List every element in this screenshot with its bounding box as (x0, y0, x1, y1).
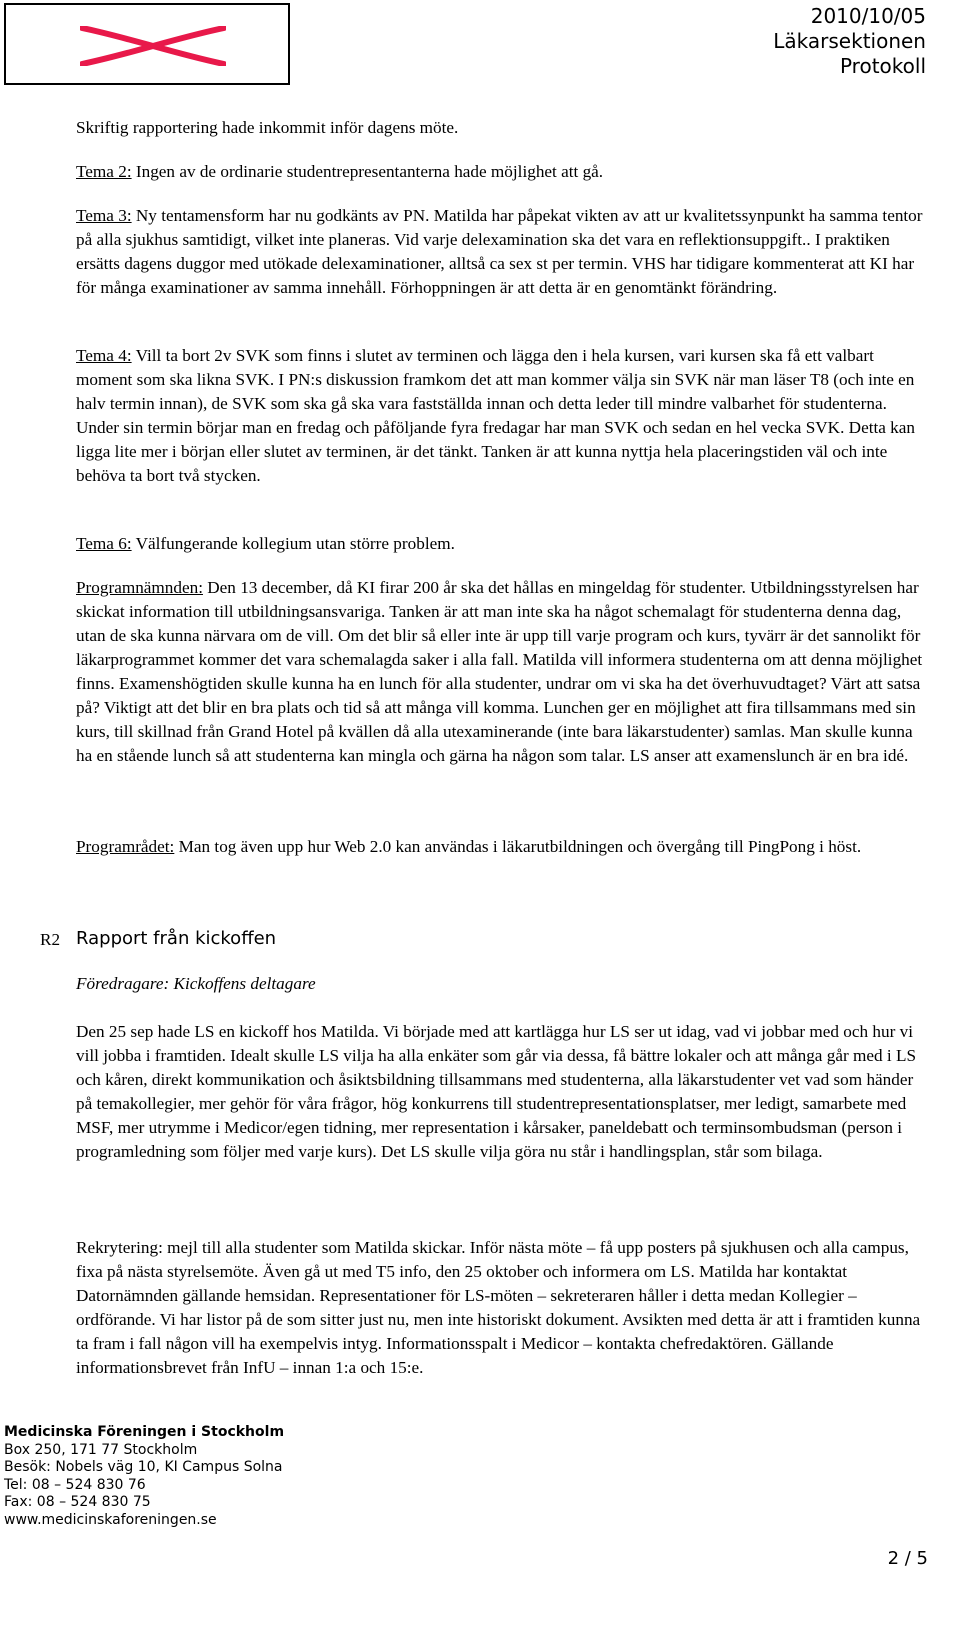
tema-6-label: Tema 6: (76, 534, 132, 553)
footer-org: Medicinska Föreningen i Stockholm (4, 1424, 285, 1440)
section-title: Rapport från kickoffen (76, 928, 277, 949)
paragraph-tema-2 (76, 160, 928, 184)
tema-2-text: Ingen av de ordinarie studentrepresentanterna hade möjlighet att gå. (131, 162, 604, 181)
paragraph-programnamnden (76, 576, 928, 768)
paragraph-rekrytering: Rekrytering: mejl till alla studenter som Matilda skickar. Inför nästa möte – få upp posters på sjukhusen och alla campus, fixa på nästa styrelsemöte. Även gå ut med T5 info, den 25 oktober och informera om LS. Matilda har kontaktat Datornämnden gällande hemsidan. Representationer för LS-möten – sekreteraren håller i detta medan Kollegier – ordförande. Vi har listor på de som sitter just nu, men inte historiskt dokument. Avsikten med detta är att i framtiden kunna ta fram i fall någon vill ha exempelvis intyg. Informationsspalt i Medicor – kontakta chefredaktören. Gällande informationsbrevet från InfU – innan 1:a och 15:e. (76, 1238, 921, 1377)
footer-visit: Besök: Nobels väg 10, KI Campus Solna (4, 1459, 283, 1475)
tema-3-label: Tema 3: (76, 206, 132, 225)
paragraph-tema-4 (76, 344, 928, 488)
header-section: Läkarsektionen (773, 29, 926, 53)
tema-2-label: Tema 2: (76, 162, 132, 181)
footer-fax: Fax: 08 – 524 830 75 (4, 1494, 151, 1510)
tema-6-text: Välfungerande kollegium utan större problem. (131, 534, 455, 553)
tema-4-text: Vill ta bort 2v SVK som finns i slutet av terminen och lägga den i hela kursen, vari kursen ska få ett valbart moment som ska likna SVK. I PN:s diskussion framkom det att man kommer välja sin SVK när man läser T8 (och inte en halv termin innan), de SVK som ska gå ska vara fastställda innan och detta leder till mindre valbarhet för studenterna. Under sin termin börjar man en fredag och påföljande fyra fredagar har man SVK och sedan en hel vecka SVK. Detta kan ligga lite mer i början eller slutet av terminen, är det tänkt. Tanken är att kunna nyttja hela placeringstiden väl och inte behöva ta bort två stycken. (76, 346, 915, 485)
paragraph-tema-6 (76, 532, 928, 556)
paragraph-tema-3 (76, 204, 928, 300)
footer-tel: Tel: 08 – 524 830 76 (4, 1476, 146, 1493)
programnamnden-label: Programnämnden: (76, 578, 203, 597)
header-date: 2010/10/05 (810, 4, 926, 28)
logo-box (4, 3, 290, 85)
page-number: 2 / 5 (887, 1548, 928, 1569)
footer-box: Box 250, 171 77 Stockholm (4, 1441, 198, 1458)
header-doc-type: Protokoll (839, 54, 926, 78)
programnamnden-text: Den 13 december, då KI firar 200 år ska det hållas en mingeldag för studenter. Utbildningsstyrelsen har skickat information till utbildningsansvariga. Tanken är att man inte ska ha något schemalagt för studenterna denna dag, utan de ska kunna närvara om de vill. Om det blir så eller inte är upp till varje program och kurs, tyvärr är det sannolikt för läkarprogrammet kommer det vara schemalagda saker i alla fall. Matilda vill informera studenterna om att denna möjlighet finns. Examenshögtiden skulle kunna ha en lunch för alla studenter, undrar om vi ska ha det överhuvudtaget? Värt att satsa på? Viktigt att det blir en bra plats och tid så att många vill komma. Lunchen ger en möjlighet att fira tillsammans med sin kurs, till skillnad från Grand Hotel på kvällen då alla utexaminerande (inte bara läkarstudenter) samlas. Man skulle kunna ha en stående lunch så att studenterna kan mingla och gärna ha någon som talar. LS anser att examenslunch är en bra idé. (76, 578, 923, 765)
section-code: R2 (40, 930, 61, 949)
paragraph-kickoff: Den 25 sep hade LS en kickoff hos Matilda. Vi började med att kartlägga hur LS ser ut idag, vad vi jobbar med och hur vi vill jobba i framtiden. Idealt skulle LS vilja ha alla enkäter som går via dessa, få bättre lokaler och att många går med i LS och kåren, direkt kommunikation och åsiktsbildning tillsammans med studenterna, alla läkarstudenter vet vad som händer på temakollegier, mer gehör för våra frågor, hög konkurrens till studentrepresentationsplatser, mer ledigt, samarbete med MSF, mer utrymme i Medicor/egen tidning, mer representation i kårsaker, paneldebatt och terminsombudsman (person i programledning som följer med varje kurs). Det LS skulle vilja göra nu står i handlingsplan, står som bilaga. (76, 1022, 916, 1161)
programradet-text: Man tog även upp hur Web 2.0 kan användas i läkarutbildningen och övergång till PingPong i höst. (174, 837, 862, 856)
paragraph-report-intro: Skriftig rapportering hade inkommit inför dagens möte. (76, 118, 459, 137)
tema-3-text: Ny tentamensform har nu godkänts av PN. Matilda har påpekat vikten av att ur kvalitetssynpunkt ha samma tentor på alla sjukhus samtidigt, vilket inte planeras. Vid varje delexamination ska det vara en reflektionsuppgift.. I praktiken ersätts dagens duggor med utökade delexaminationer, alltså ca sex st per termin. VHS har tidigare kommenterat att KI har för många examinationer av samma innehåll. Förhoppningen är att detta är en genomtänkt förändring. (76, 206, 923, 297)
mfs-cross-logo-icon (80, 26, 226, 66)
footer-web: www.medicinskaforeningen.se (4, 1511, 217, 1528)
section-presenter: Föredragare: Kickoffens deltagare (76, 974, 316, 993)
footer-address (4, 1424, 284, 1529)
tema-4-label: Tema 4: (76, 346, 132, 365)
paragraph-programradet (76, 835, 928, 859)
programradet-label: Programrådet: (76, 837, 175, 856)
document-header (773, 4, 926, 79)
